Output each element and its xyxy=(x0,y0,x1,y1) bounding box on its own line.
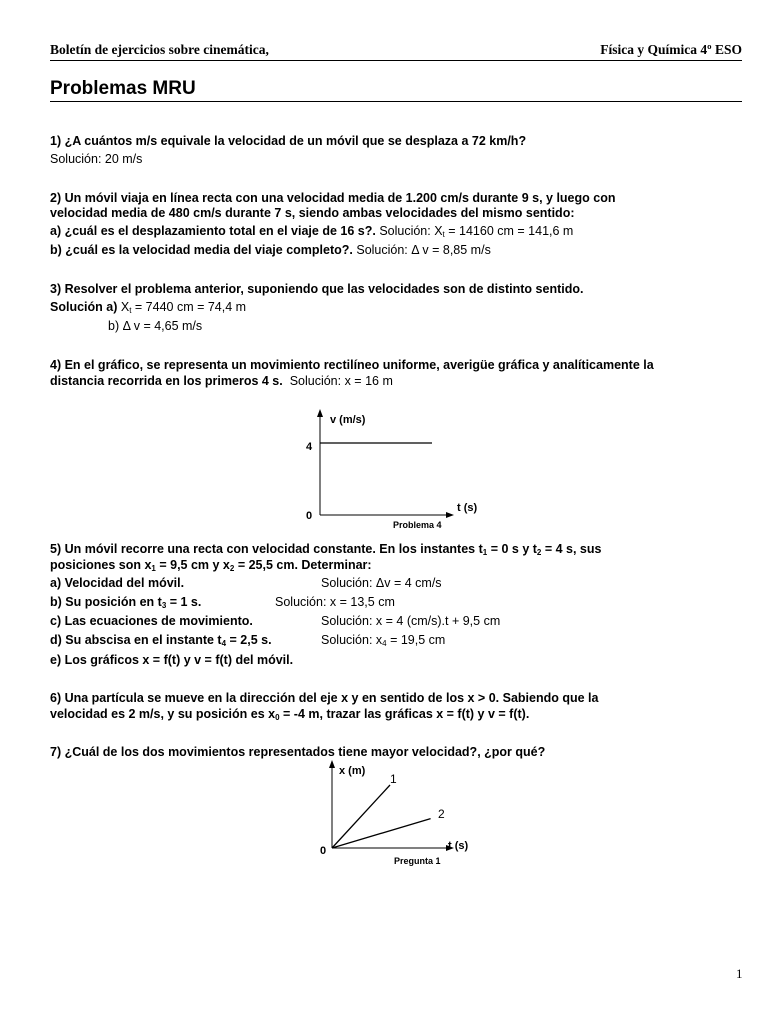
problem-7-series-1-label: 1 xyxy=(390,772,397,786)
problem-4-origin: 0 xyxy=(306,510,313,522)
problem-7-xlabel: t (s) xyxy=(448,840,469,852)
problem-3-solution-a: Solución a) $X_t = 7440$ cm = 74,4 m xyxy=(50,300,247,315)
problem-5-part-a-solution: Solución: Δv = 4 cm/s xyxy=(321,576,442,590)
problem-7-graph xyxy=(310,758,490,873)
problem-5-part-d-solution: Solución: $x_4 = 19,5$ cm xyxy=(321,633,446,648)
header-left-text: Boletín de ejercicios sobre cinemática, xyxy=(50,42,269,57)
problem-5-part-d: d) Su abscisa en el instante $t_4 = 2,5$ s. xyxy=(50,633,272,648)
problem-2-part-b-solution: Solución: Δ v = 8,85 m/s xyxy=(356,243,491,257)
header-right-text: Física y Química 4º ESO xyxy=(600,42,742,57)
problem-7-ylabel: x (m) xyxy=(339,765,366,777)
problem-3-question: 3) Resolver el problema anterior, suponiendo que las velocidades son de distinto sentido. xyxy=(50,282,584,296)
problem-5-part-a: a) Velocidad del móvil. xyxy=(50,576,185,590)
problem-4-solution: Solución: x = 16 m xyxy=(289,374,393,388)
problem-4-question-end: distancia recorrida en los primeros 4 s. xyxy=(50,374,283,388)
problem-2-part-b xyxy=(50,242,491,258)
problem-6-line-1: 6) Una partícula se mueve en la dirección del eje x y en sentido de los x > 0. Sabiendo que la xyxy=(50,691,599,705)
problem-2-part-a-solution: Solución: $X_t = 14160$ cm = 141,6 m xyxy=(379,224,574,239)
problem-5-part-c-solution: Solución: x = 4 (cm/s).t + 9,5 cm xyxy=(321,614,501,628)
header-divider xyxy=(50,60,742,61)
problem-7-series-line-2 xyxy=(332,819,431,848)
problem-7-origin: 0 xyxy=(320,845,327,857)
title-divider xyxy=(50,101,742,102)
problem-5-line-1: 5) Un móvil recorre una recta con velocidad constante. En los instantes $t_1 = 0$ s y $t_2 = 4$ s, sus xyxy=(50,542,602,557)
problem-1-solution: Solución: 20 m/s xyxy=(50,152,143,166)
problem-7-series-2-label: 2 xyxy=(438,807,445,821)
problem-3-solution-label: Solución a) xyxy=(50,300,118,314)
problem-1-question: 1) ¿A cuántos m/s equivale la velocidad de un móvil que se desplaza a 72 km/h? xyxy=(50,134,527,148)
problem-2-part-a xyxy=(50,223,573,243)
problem-2-line-1: 2) Un móvil viaja en línea recta con una velocidad media de 1.200 cm/s durante 9 s, y luego con xyxy=(50,191,616,205)
problem-4-line-1: 4) En el gráfico, se representa un movimiento rectilíneo uniforme, averigüe gráfica y analíticamente la xyxy=(50,358,654,372)
problem-7-caption: Pregunta 1 xyxy=(394,856,441,866)
problem-6-line-2: velocidad es 2 m/s, y su posición es $x_0 = -4$ m, trazar las gráficas x = f(t) y v = f(t). xyxy=(50,707,530,722)
page-title: Problemas MRU xyxy=(50,78,196,99)
problem-4-caption: Problema 4 xyxy=(393,520,442,530)
page-number: 1 xyxy=(736,966,743,981)
problem-5-part-b-solution: Solución: x = 13,5 cm xyxy=(275,595,395,609)
problem-5-part-e: e) Los gráficos x = f(t) y v = f(t) del móvil. xyxy=(50,653,294,667)
problem-4-graph xyxy=(290,405,480,535)
problem-4-ytick-4: 4 xyxy=(306,441,313,453)
problem-2-part-b-question: b) ¿cuál es la velocidad media del viaje completo?. xyxy=(50,243,353,257)
problem-4-xlabel: t (s) xyxy=(457,502,478,514)
problem-2-part-a-question: a) ¿cuál es el desplazamiento total en el viaje de 16 s?. xyxy=(50,224,376,238)
problem-5-part-b: b) Su posición en $t_3 = 1$ s. xyxy=(50,595,202,610)
problem-7-series-line-1 xyxy=(332,785,390,848)
problem-4-line-2 xyxy=(50,373,393,389)
problem-4-ylabel: v (m/s) xyxy=(330,414,366,426)
problem-5-line-2: posiciones son $x_1 = 9,5$ cm y $x_2 = 25,5$ cm. Determinar: xyxy=(50,558,372,573)
problem-3-solution-b: b) Δ v = 4,65 m/s xyxy=(108,319,203,333)
problem-5-part-c: c) Las ecuaciones de movimiento. xyxy=(50,614,253,628)
problem-2-line-2: velocidad media de 480 cm/s durante 7 s, siendo ambas velocidades del mismo sentido: xyxy=(50,206,575,220)
problem-7-question: 7) ¿Cuál de los dos movimientos representados tiene mayor velocidad?, ¿por qué? xyxy=(50,745,546,759)
